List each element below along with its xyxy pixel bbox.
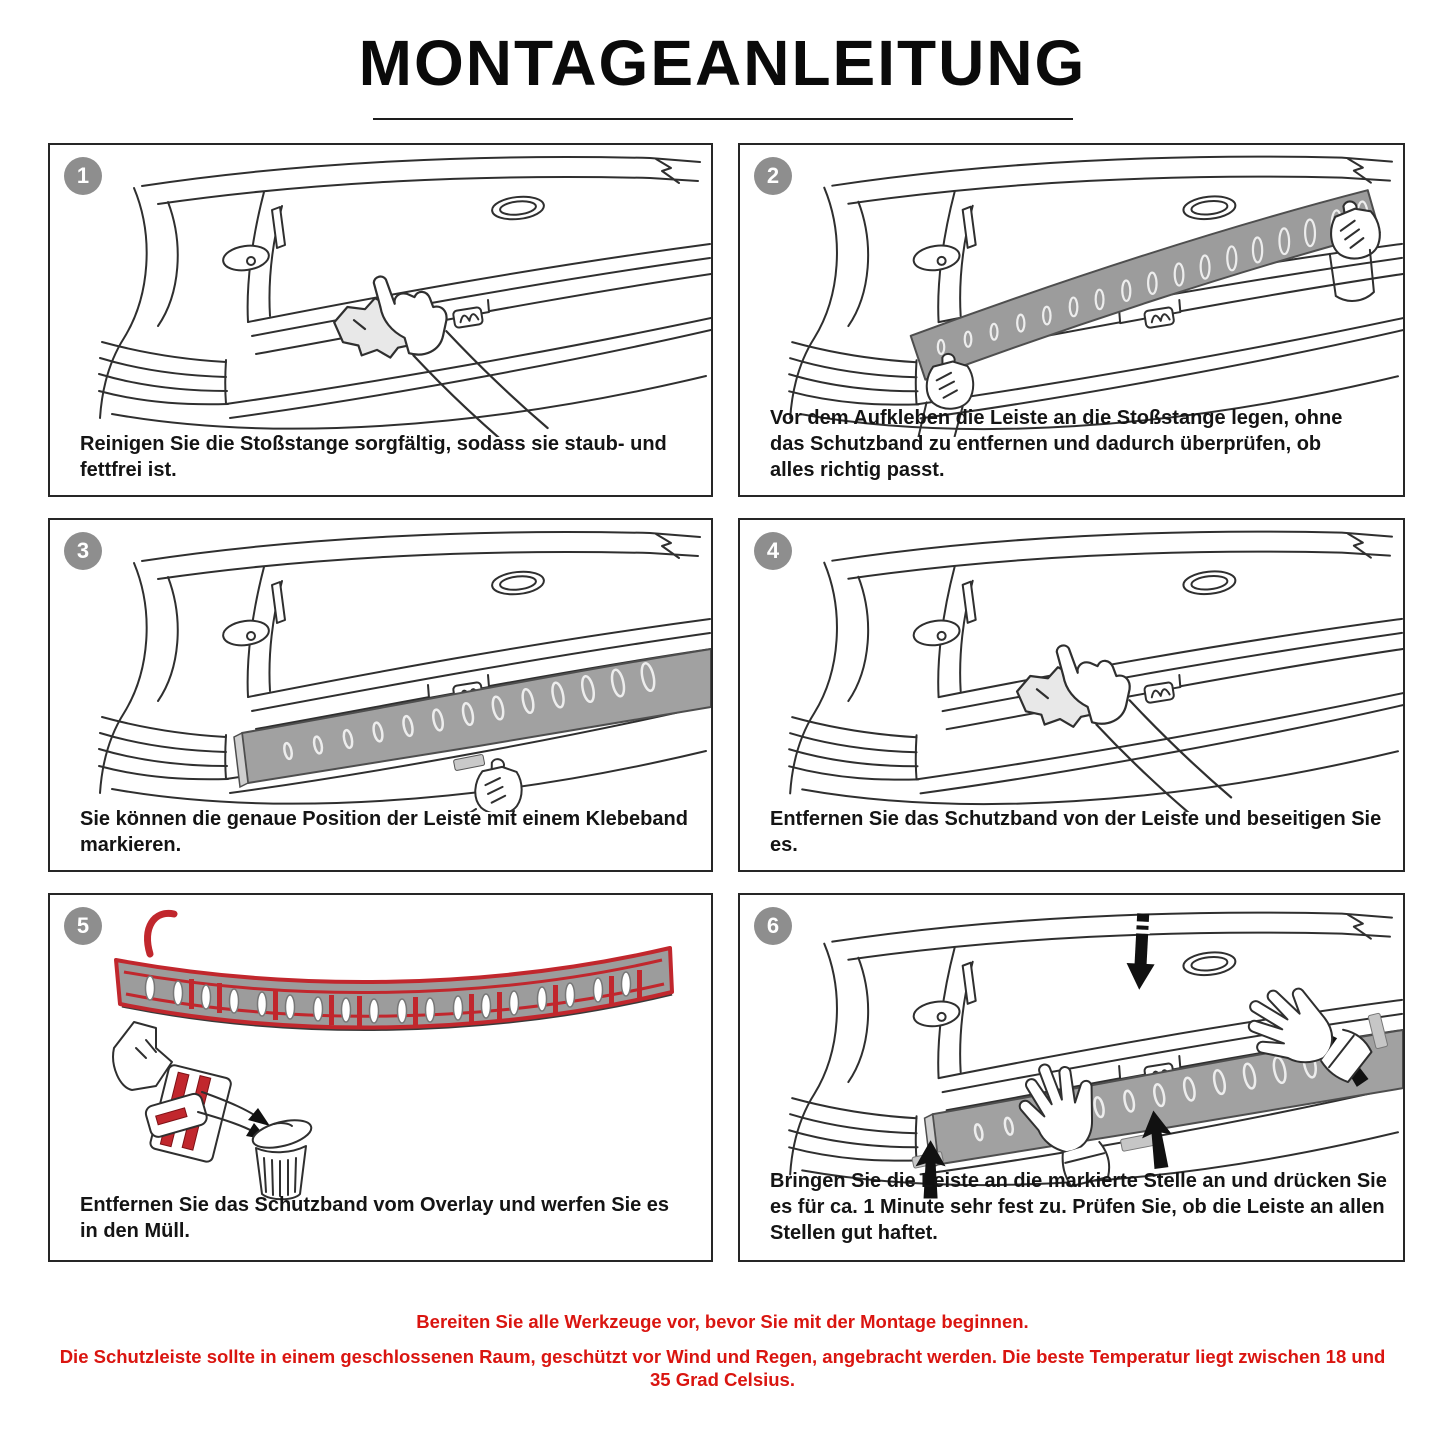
step-caption: Entfernen Sie das Schutzband von der Leiste und beseitigen Sie es. — [770, 808, 1382, 856]
trash-can-icon — [250, 1115, 314, 1199]
step-caption: Entfernen Sie das Schutzband vom Overlay und werfen Sie es in den Müll. — [80, 1194, 670, 1242]
footer-warning-1: Bereiten Sie alle Werkzeuge vor, bevor Sie mit der Montage beginnen. — [416, 1311, 1029, 1332]
step-3-illustration — [50, 520, 711, 812]
step-5-illustration — [50, 895, 711, 1202]
holding-hand-icon — [113, 1022, 172, 1090]
footer-warning-2: Die Schutzleiste sollte in einem geschlossenen Raum, geschützt vor Wind und Regen, angebracht werden. Die beste Temperatur liegt zwischen 18 und 35 Grad Celsius. — [59, 1346, 1386, 1391]
step-number-badge: 2 — [754, 157, 792, 195]
step-number-badge: 6 — [754, 907, 792, 945]
step-1-illustration — [50, 145, 711, 437]
step-caption: Sie können die genaue Position der Leiste mit einem Klebeband markieren. — [80, 808, 688, 856]
step-panel-1 — [48, 143, 713, 497]
step-panel-3 — [48, 518, 713, 872]
marking-hand-icon — [366, 758, 523, 812]
step-6-illustration — [740, 895, 1403, 1202]
protective-strip — [907, 189, 1385, 380]
peeled-band-curl — [147, 913, 174, 954]
peeling-hand-icon — [1017, 645, 1231, 812]
step-caption: Reinigen Sie die Stoßstange sorgfältig, sodass sie staub- und fettfrei ist. — [80, 433, 667, 481]
step-number-badge: 3 — [64, 532, 102, 570]
step-caption: Bringen Sie die Leiste an die markierte Stelle an und drücken Sie es für ca. 1 Minute sehr fest zu. Prüfen Sie, ob die Leiste an allen Stellen gut haftet. — [770, 1170, 1387, 1244]
step-4-illustration — [740, 520, 1403, 812]
overlay-with-red-band — [116, 913, 672, 1029]
title-underline — [373, 118, 1073, 120]
tape-tab-center — [1120, 1133, 1156, 1151]
discard-scene — [113, 1022, 314, 1199]
step-number-badge: 4 — [754, 532, 792, 570]
step-number-badge: 1 — [64, 157, 102, 195]
step-panel-6 — [738, 893, 1405, 1262]
press-down-arrow-icon — [1125, 913, 1157, 991]
step-panel-2 — [738, 143, 1405, 497]
page-title: MONTAGEANLEITUNG — [358, 27, 1087, 99]
step-caption: Vor dem Aufkleben die Leiste an die Stoßstange legen, ohne das Schutzband zu entfernen und dadurch überprüfen, ob alles richtig passt. — [770, 407, 1343, 481]
step-panel-5 — [48, 893, 713, 1262]
step-number-badge: 5 — [64, 907, 102, 945]
step-panel-4 — [738, 518, 1405, 872]
step-2-illustration — [740, 145, 1403, 437]
